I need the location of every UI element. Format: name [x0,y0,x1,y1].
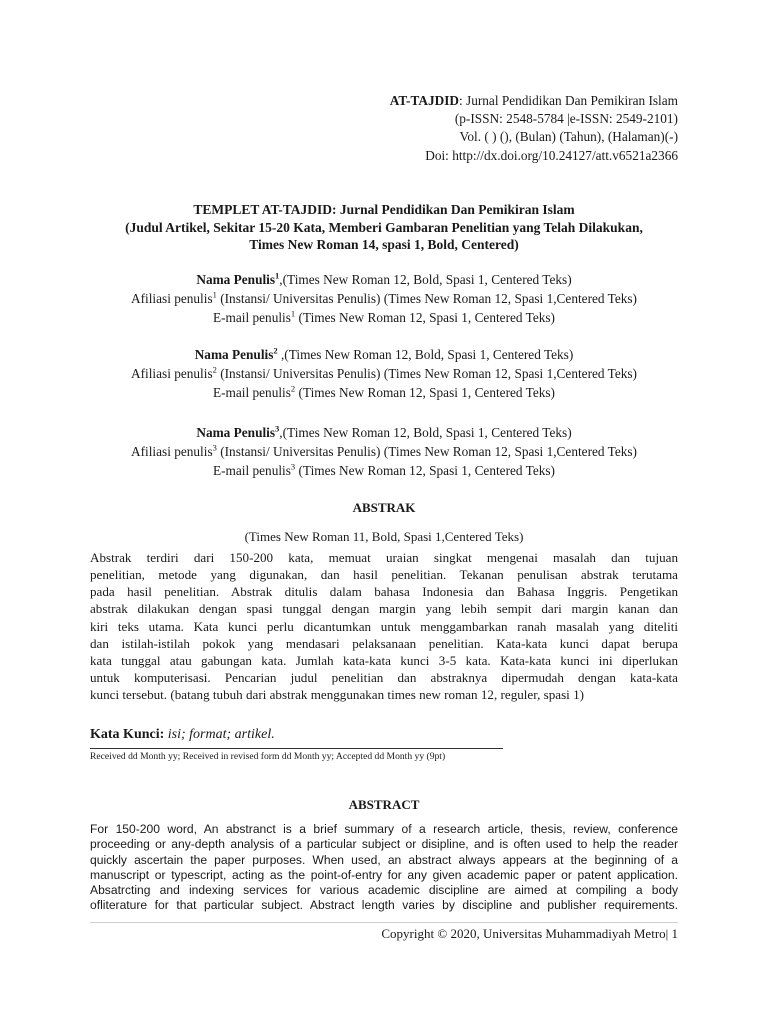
abstrak-format-note: (Times New Roman 11, Bold, Spasi 1,Centered Teks) [244,529,524,544]
affiliation-label: Afiliasi penulis [131,291,213,306]
abstrak-line: dan istilah-istilah pokok yang mendasari pelaksanaan penelitian. Kata-kata kunci dapat berupa [90,635,678,651]
journal-header [390,92,678,165]
journal-volume: Vol. ( ) (), (Bulan) (Tahun), (Halaman)(-) [459,129,678,145]
abstract-heading: ABSTRACT [348,797,420,812]
title-line-2: (Judul Artikel, Sekitar 15-20 Kata, Memberi Gambaran Penelitian yang Telah Dilakukan, [125,219,643,235]
author-name: Nama Penulis [196,272,276,287]
keywords-value: isi; format; artikel. [164,727,275,742]
affiliation-note: (Instansi/ Universitas Penulis) (Times New Roman 12, Spasi 1,Centered Teks) [216,291,637,306]
email-sup: 3 [290,461,296,472]
affiliation-sup: 3 [212,442,217,453]
author-name-note: ,(Times New Roman 12, Bold, Spasi 1, Centered Teks) [279,425,572,440]
email-note: (Times New Roman 12, Spasi 1, Centered Teks) [295,385,555,400]
abstrak-body [90,549,678,703]
email-note: (Times New Roman 12, Spasi 1, Centered Teks) [295,310,555,325]
abstrak-line: pada hasil penelitian. Abstrak ditulis dalam bahasa Indonesia dan Bahasa Inggris. Pengetikan [90,584,678,600]
author-name-line [80,270,688,289]
author-name: Nama Penulis [194,347,274,362]
affiliation-label: Afiliasi penulis [131,444,213,459]
email-sup: 2 [290,383,296,394]
author-name-note: ,(Times New Roman 12, Bold, Spasi 1, Centered Teks) [279,272,572,287]
affiliation-label: Afiliasi penulis [131,366,213,381]
email-note: (Times New Roman 12, Spasi 1, Centered Teks) [295,463,555,478]
journal-subtitle: : Jurnal Pendidikan Dan Pemikiran Islam [459,93,678,108]
abstract-body [90,822,678,914]
email-label: E-mail penulis [213,310,291,325]
abstract-line: Absatrcting and indexing services for various academic discipline are aimed at compiling a body [90,883,678,898]
affiliation-sup: 1 [212,289,217,300]
journal-title-line [390,92,678,110]
author-email [80,383,688,402]
author-sup: 3 [275,423,280,434]
abstract-line: proceeding or any-depth analysis of a particular subject or disipline, and is often used to help the reader [90,837,678,852]
abstrak-heading: ABSTRAK [352,500,416,515]
abstrak-line: kiri teks utama. Kata kunci perlu dicantumkan untuk menggambarkan ranah masalah yang diteliti [90,618,678,634]
email-label: E-mail penulis [213,385,291,400]
author-affiliation [80,364,688,383]
journal-doi: Doi: http://dx.doi.org/10.24127/att.v6521a2366 [425,147,678,163]
email-sup: 1 [290,308,296,319]
abstract-line: For 150-200 word, An abstranct is a brief summary of a research article, thesis, review, conference [90,822,678,836]
author-affiliation [80,289,688,308]
abstrak-line: Abstrak terdiri dari 150-200 kata, memuat uraian singkat mengenai masalah dan tujuan [90,550,678,565]
keywords [90,727,275,743]
affiliation-sup: 2 [212,364,217,375]
author-email [80,461,688,480]
abstract-line: quickly ascertain the paper purposes. When used, an abstract always appears at the beginning of a [90,852,678,867]
author-name-note: ,(Times New Roman 12, Bold, Spasi 1, Centered Teks) [277,347,574,362]
author-sup: 2 [273,345,278,356]
abstract-line: ofliterature for that particular subject. Abstract length varies by discipline and publisher requirements. [90,898,678,913]
abstrak-line: kunci tersebut. (batang tubuh dari abstrak menggunakan times new roman 12, reguler, spasi 1) [90,687,584,703]
author-name-line [80,423,688,442]
keywords-label: Kata Kunci: [90,727,165,742]
email-label: E-mail penulis [213,463,291,478]
author-name-line [80,345,688,364]
abstrak-line: kata tunggal atau gabungan kata. Jumlah kata-kata kunci 3-5 kata. Kata-kata kunci ini diperlukan [90,652,678,668]
author-email [80,308,688,327]
journal-issn: (p-ISSN: 2548-5784 |e-ISSN: 2549-2101) [454,111,678,127]
author-name: Nama Penulis [196,425,276,440]
affiliation-note: (Instansi/ Universitas Penulis) (Times New Roman 12, Spasi 1,Centered Teks) [216,444,637,459]
affiliation-note: (Instansi/ Universitas Penulis) (Times New Roman 12, Spasi 1,Centered Teks) [216,366,637,381]
abstrak-line: abstrak dilakukan dengan spasi tunggal dengan margin yang lebih sempit dari margin kanan dan [90,601,678,617]
divider [90,748,503,749]
title-line-1: TEMPLET AT-TAJDID: Jurnal Pendidikan Dan Pemikiran Islam [193,202,575,217]
footer-divider [90,922,678,923]
author-block-1 [80,270,688,327]
author-affiliation [80,442,688,461]
abstrak-line: untuk komputerisasi. Pencarian judul penelitian dan abstraknya dipermudah dengan kata-kata [90,670,678,686]
copyright-footer: Copyright © 2020, Universitas Muhammadiyah Metro| 1 [381,926,678,941]
abstrak-line: penelitian, metode yang digunakan, dan hasil penelitian. Tekanan penulisan abstrak terutama [90,567,678,583]
title-line-3: Times New Roman 14, spasi 1, Bold, Centered) [249,237,519,253]
author-block-3 [80,423,688,480]
author-block-2 [80,345,688,402]
article-title [80,201,688,254]
received-dates: Received dd Month yy; Received in revised form dd Month yy; Accepted dd Month yy (9pt) [90,751,446,762]
journal-name: AT-TAJDID [389,93,459,108]
abstract-line: manuscript or typescript, acting as the point-of-entry for any given academic paper or patent application. [90,867,678,882]
author-sup: 1 [275,270,280,281]
